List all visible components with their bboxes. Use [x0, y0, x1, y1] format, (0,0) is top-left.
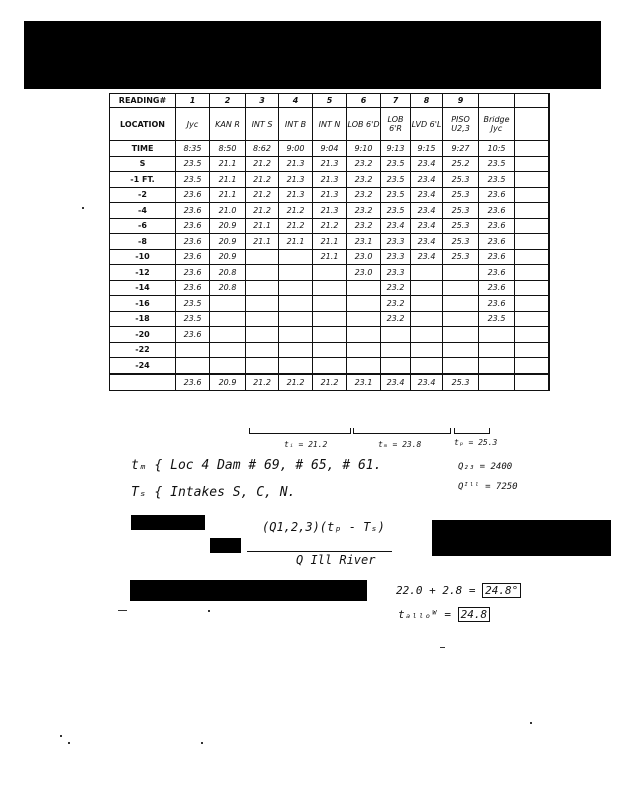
blank-cell [515, 296, 549, 312]
q23-value: Q₂₃ = 2400 [458, 462, 513, 472]
temperature-cell [443, 358, 479, 374]
blank-cell [515, 141, 549, 157]
sum-result: 24.8° [482, 583, 521, 598]
temperature-cell [347, 296, 381, 312]
blank-cell [515, 203, 549, 219]
temperature-cell: 23.6 [176, 265, 210, 281]
temperature-cell: 23.0 [347, 265, 381, 281]
temperature-cell: 21.2 [279, 218, 313, 234]
depth-label: -12 [110, 265, 176, 281]
temperature-cell [313, 296, 347, 312]
reading-number-cell: 5 [313, 94, 347, 108]
temperature-cell [411, 265, 443, 281]
temperature-cell [479, 358, 515, 374]
summary-cell: 23.4 [411, 374, 443, 391]
depth-label: -2 [110, 187, 176, 203]
temperature-cell: 23.5 [381, 156, 411, 172]
temperature-cell [279, 327, 313, 343]
temperature-cell [246, 342, 279, 358]
temperature-cell: 23.6 [176, 327, 210, 343]
temperature-cell: 20.9 [210, 234, 246, 250]
temperature-cell [210, 311, 246, 327]
temperature-cell [210, 358, 246, 374]
temperature-cell: 25.3 [443, 187, 479, 203]
redaction-bar-formula-label [131, 515, 205, 530]
temperature-cell [176, 342, 210, 358]
blank-cell [515, 156, 549, 172]
blank-cell [515, 234, 549, 250]
temperature-cell [313, 311, 347, 327]
summary-cell: 23.4 [381, 374, 411, 391]
blank-location-cell [515, 108, 549, 141]
temperature-cell: 25.3 [443, 218, 479, 234]
temperature-cell [246, 327, 279, 343]
table-row [110, 203, 550, 219]
blank-header-cell [515, 94, 549, 108]
temperature-cell: 23.2 [347, 172, 381, 188]
temperature-cell: 23.5 [176, 156, 210, 172]
table-row [110, 218, 550, 234]
temperature-cell: 23.5 [479, 172, 515, 188]
temperature-cell: 23.2 [347, 203, 381, 219]
summary-cell: 23.6 [176, 374, 210, 391]
tallow-line [398, 608, 490, 621]
temperature-cell: 25.3 [443, 234, 479, 250]
reading-number-cell: 8 [411, 94, 443, 108]
summary-cell: 21.2 [313, 374, 347, 391]
temperature-cell: 20.9 [210, 249, 246, 265]
temperature-cell: 23.6 [176, 249, 210, 265]
blank-cell [549, 249, 550, 265]
temperature-cell [279, 311, 313, 327]
table-row [110, 141, 550, 157]
blank-cell [549, 265, 550, 281]
reading-number-cell: 3 [246, 94, 279, 108]
brace-mixing [353, 428, 451, 434]
temperature-cell: 8:35 [176, 141, 210, 157]
summary-cell: 25.3 [443, 374, 479, 391]
temperature-cell [443, 265, 479, 281]
table-row [110, 280, 550, 296]
temperature-cell: 23.2 [381, 296, 411, 312]
temperature-cell: 23.4 [411, 203, 443, 219]
temperature-cell [210, 327, 246, 343]
tallow-label: tₐₗₗₒᵂ = [398, 608, 451, 621]
temperature-cell: 23.6 [176, 234, 210, 250]
temperature-cell: 23.5 [176, 172, 210, 188]
t-plant-label: tₚ = 25.3 [454, 438, 498, 447]
summary-cell: 21.2 [246, 374, 279, 391]
temperature-cell [313, 265, 347, 281]
temperature-cell: 21.2 [246, 203, 279, 219]
depth-label: -16 [110, 296, 176, 312]
temperature-cell: 23.6 [176, 280, 210, 296]
blank-cell [549, 374, 550, 391]
blank-header-cell [479, 94, 515, 108]
formula-denominator: Q Ill River [296, 553, 376, 567]
blank-cell [515, 311, 549, 327]
blank-cell [515, 218, 549, 234]
table-row [110, 172, 550, 188]
depth-label: S [110, 156, 176, 172]
temperature-cell: 9:27 [443, 141, 479, 157]
temperature-cell [246, 280, 279, 296]
blank-cell [549, 218, 550, 234]
temperature-cell: 21.2 [313, 218, 347, 234]
table-row [110, 311, 550, 327]
temperature-cell [279, 358, 313, 374]
table-row [110, 156, 550, 172]
temperature-cell: 21.1 [246, 218, 279, 234]
temperature-cell: 23.4 [411, 172, 443, 188]
temperature-cell [347, 280, 381, 296]
temperature-cell: 23.6 [479, 187, 515, 203]
sum-expression: 22.0 + 2.8 = [396, 584, 476, 597]
summary-label-cell [110, 374, 176, 391]
t-intake-label: tᵢ = 21.2 [284, 440, 328, 449]
depth-label: -1 FT. [110, 172, 176, 188]
temperature-cell: 21.2 [246, 172, 279, 188]
temperature-cell: 21.3 [313, 187, 347, 203]
reading-number-cell: 9 [443, 94, 479, 108]
temperature-cell: 23.4 [381, 218, 411, 234]
table-row [110, 265, 550, 281]
brace-plant [454, 428, 490, 434]
temperature-cell: 21.2 [279, 203, 313, 219]
table-row [110, 296, 550, 312]
blank-cell [515, 187, 549, 203]
table-row [110, 249, 550, 265]
table-row [110, 342, 550, 358]
temperature-cell: 21.1 [210, 172, 246, 188]
temperature-cell: 9:00 [279, 141, 313, 157]
temperature-cell: 23.2 [381, 280, 411, 296]
blank-cell [515, 358, 549, 374]
temperature-cell: 21.1 [313, 234, 347, 250]
t-mix-label: tₘ = 23.8 [378, 440, 422, 449]
reading-number-cell: 2 [210, 94, 246, 108]
depth-label: -24 [110, 358, 176, 374]
temperature-cell [246, 249, 279, 265]
temperature-cell [411, 280, 443, 296]
temperature-cell: 23.4 [411, 218, 443, 234]
temperature-cell [279, 342, 313, 358]
depth-label: -6 [110, 218, 176, 234]
temperature-cell: 21.0 [210, 203, 246, 219]
temperature-cell: 20.8 [210, 265, 246, 281]
temperature-cell: 23.4 [411, 187, 443, 203]
location-cell: Bridge Jyc [479, 108, 515, 141]
location-cell: LOB 6'R [381, 108, 411, 141]
blank-location-cell [549, 108, 550, 141]
temperature-cell: 20.9 [210, 218, 246, 234]
blank-cell [515, 342, 549, 358]
location-cell: LVD 6'L [411, 108, 443, 141]
location-cell: INT N [313, 108, 347, 141]
depth-label: TIME [110, 141, 176, 157]
redaction-bar-right [432, 520, 611, 556]
scan-speck [201, 742, 203, 744]
blank-cell [549, 280, 550, 296]
temperature-cell: 25.3 [443, 203, 479, 219]
blank-cell [515, 249, 549, 265]
location-cell: Jyc [176, 108, 210, 141]
temperature-cell [176, 358, 210, 374]
temperature-cell [246, 296, 279, 312]
temperature-cell: 23.1 [347, 234, 381, 250]
temperature-cell: 23.6 [479, 280, 515, 296]
temperature-cell: 23.2 [381, 311, 411, 327]
blank-cell [515, 327, 549, 343]
depth-label: -10 [110, 249, 176, 265]
temperature-cell: 21.1 [246, 234, 279, 250]
location-cell: INT B [279, 108, 313, 141]
temperature-cell [279, 265, 313, 281]
summary-cell [479, 374, 515, 391]
table-header-row [110, 94, 550, 108]
temperature-cell: 23.5 [381, 172, 411, 188]
brace-intakes [249, 428, 351, 434]
blank-cell [549, 358, 550, 374]
temperature-cell [347, 311, 381, 327]
blank-cell [549, 342, 550, 358]
temperature-cell: 23.5 [381, 187, 411, 203]
temperature-cell: 23.6 [479, 218, 515, 234]
temperature-cell [411, 342, 443, 358]
temperature-cell: 20.8 [210, 280, 246, 296]
temperature-cell [246, 358, 279, 374]
redaction-bar-header [24, 21, 601, 89]
temperature-cell: 25.3 [443, 249, 479, 265]
temperature-cell: 23.5 [479, 311, 515, 327]
temperature-cell: 23.5 [381, 203, 411, 219]
temperature-cell [246, 311, 279, 327]
temperature-cell: 21.3 [279, 172, 313, 188]
q-ill-value: Qᴵˡˡ = 7250 [458, 482, 518, 492]
temperature-cell: 10:5 [479, 141, 515, 157]
reading-number-cell: 6 [347, 94, 381, 108]
temperature-cell: 25.3 [443, 172, 479, 188]
temperature-cell [443, 296, 479, 312]
temperature-cell [347, 358, 381, 374]
location-cell: LOB 6'D [347, 108, 381, 141]
blank-cell [549, 172, 550, 188]
temperature-cell: 8:62 [246, 141, 279, 157]
blank-header-cell [549, 94, 550, 108]
depth-label: -20 [110, 327, 176, 343]
temperature-cell: 23.6 [479, 234, 515, 250]
temperature-cell: 21.1 [210, 156, 246, 172]
scan-speck [530, 722, 532, 724]
temperature-cell [279, 296, 313, 312]
temperature-cell: 23.4 [411, 234, 443, 250]
temperature-cell: 23.2 [347, 218, 381, 234]
scan-speck [60, 735, 62, 737]
temperature-cell [279, 280, 313, 296]
temperature-cell: 21.2 [246, 187, 279, 203]
blank-cell [549, 234, 550, 250]
temperature-cell [313, 358, 347, 374]
temperature-cell [411, 358, 443, 374]
location-cell: PISO U2,3 [443, 108, 479, 141]
temperature-cell: 21.1 [313, 249, 347, 265]
temperature-cell: 21.3 [313, 203, 347, 219]
temperature-cell [347, 342, 381, 358]
temperature-cell [479, 342, 515, 358]
temperature-cell: 21.3 [279, 156, 313, 172]
temperature-cell [246, 265, 279, 281]
temperature-cell [381, 327, 411, 343]
temperature-cell: 9:13 [381, 141, 411, 157]
blank-cell [549, 311, 550, 327]
temperature-cell: 21.2 [246, 156, 279, 172]
temperature-cell: 23.0 [347, 249, 381, 265]
temperature-cell [313, 327, 347, 343]
blank-cell [515, 374, 549, 391]
temperature-cell [443, 327, 479, 343]
scan-speck [440, 647, 445, 648]
location-row [110, 108, 550, 141]
blank-cell [515, 172, 549, 188]
sum-line [396, 584, 521, 597]
reading-header-label: READING# [110, 94, 176, 108]
temperature-cell: 23.6 [479, 203, 515, 219]
depth-label: -8 [110, 234, 176, 250]
temperature-cell: 23.2 [347, 156, 381, 172]
reading-number-cell: 7 [381, 94, 411, 108]
blank-cell [549, 141, 550, 157]
temperature-cell: 9:10 [347, 141, 381, 157]
temperature-cell: 21.1 [210, 187, 246, 203]
temperature-cell: 23.6 [479, 296, 515, 312]
temperature-cell: 23.5 [176, 296, 210, 312]
formula-fraction-line [247, 551, 392, 552]
reading-number-cell: 1 [176, 94, 210, 108]
summary-cell: 21.2 [279, 374, 313, 391]
temperature-cell [443, 311, 479, 327]
temperature-cell: 8:50 [210, 141, 246, 157]
depth-label: -18 [110, 311, 176, 327]
temperature-cell [313, 342, 347, 358]
ts-definition-line: Tₛ { Intakes S, C, N. [131, 485, 296, 500]
temperature-cell [443, 342, 479, 358]
scan-speck [208, 610, 210, 612]
reading-number-cell: 4 [279, 94, 313, 108]
depth-label: -14 [110, 280, 176, 296]
summary-cell: 23.1 [347, 374, 381, 391]
temperature-cell: 23.6 [176, 218, 210, 234]
blank-cell [515, 265, 549, 281]
temperature-cell: 23.3 [381, 234, 411, 250]
temperature-cell: 9:15 [411, 141, 443, 157]
redaction-bar-result-label [130, 580, 367, 601]
temperature-cell [479, 327, 515, 343]
temperature-readings-table [109, 93, 550, 391]
tm-definition-line: tₘ { Loc 4 Dam # 69, # 65, # 61. [131, 458, 382, 473]
temperature-cell: 25.2 [443, 156, 479, 172]
blank-cell [549, 296, 550, 312]
table-row [110, 234, 550, 250]
temperature-cell: 23.6 [176, 187, 210, 203]
depth-label: -22 [110, 342, 176, 358]
scan-speck [68, 742, 70, 744]
temperature-cell: 23.2 [347, 187, 381, 203]
temperature-cell: 23.5 [176, 311, 210, 327]
temperature-cell: 21.1 [279, 234, 313, 250]
temperature-cell [411, 311, 443, 327]
temperature-cell: 23.3 [381, 265, 411, 281]
location-cell: INT S [246, 108, 279, 141]
temperature-cell: 21.3 [279, 187, 313, 203]
temperature-cell [313, 280, 347, 296]
depth-label: -4 [110, 203, 176, 219]
temperature-cell: 23.3 [381, 249, 411, 265]
temperature-cell [347, 327, 381, 343]
temperature-cell [279, 249, 313, 265]
temperature-cell [411, 296, 443, 312]
temperature-cell: 23.6 [479, 265, 515, 281]
temperature-cell [381, 342, 411, 358]
table-row [110, 187, 550, 203]
formula-numerator: (Q1,2,3)(tₚ - Tₛ) [262, 520, 385, 534]
temperature-cell: 23.6 [479, 249, 515, 265]
blank-cell [515, 280, 549, 296]
blank-cell [549, 203, 550, 219]
table-row [110, 327, 550, 343]
temperature-cell: 23.4 [411, 156, 443, 172]
temperature-cell: 23.5 [479, 156, 515, 172]
redaction-bar-formula-prefix [210, 538, 241, 553]
temperature-cell [381, 358, 411, 374]
summary-cell: 20.9 [210, 374, 246, 391]
blank-cell [549, 156, 550, 172]
temperature-cell: 21.3 [313, 172, 347, 188]
table-row [110, 358, 550, 374]
temperature-cell [411, 327, 443, 343]
tallow-value: 24.8 [458, 607, 491, 622]
temperature-cell [210, 342, 246, 358]
blank-cell [549, 187, 550, 203]
blank-cell [549, 327, 550, 343]
summary-row [110, 374, 550, 391]
temperature-cell: 23.6 [176, 203, 210, 219]
temperature-cell: 21.3 [313, 156, 347, 172]
temperature-cell [210, 296, 246, 312]
temperature-cell [443, 280, 479, 296]
location-cell: KAN R [210, 108, 246, 141]
location-header-label: LOCATION [110, 108, 176, 141]
scan-speck [82, 207, 84, 209]
scan-speck [118, 610, 127, 611]
temperature-cell: 23.4 [411, 249, 443, 265]
temperature-cell: 9:04 [313, 141, 347, 157]
